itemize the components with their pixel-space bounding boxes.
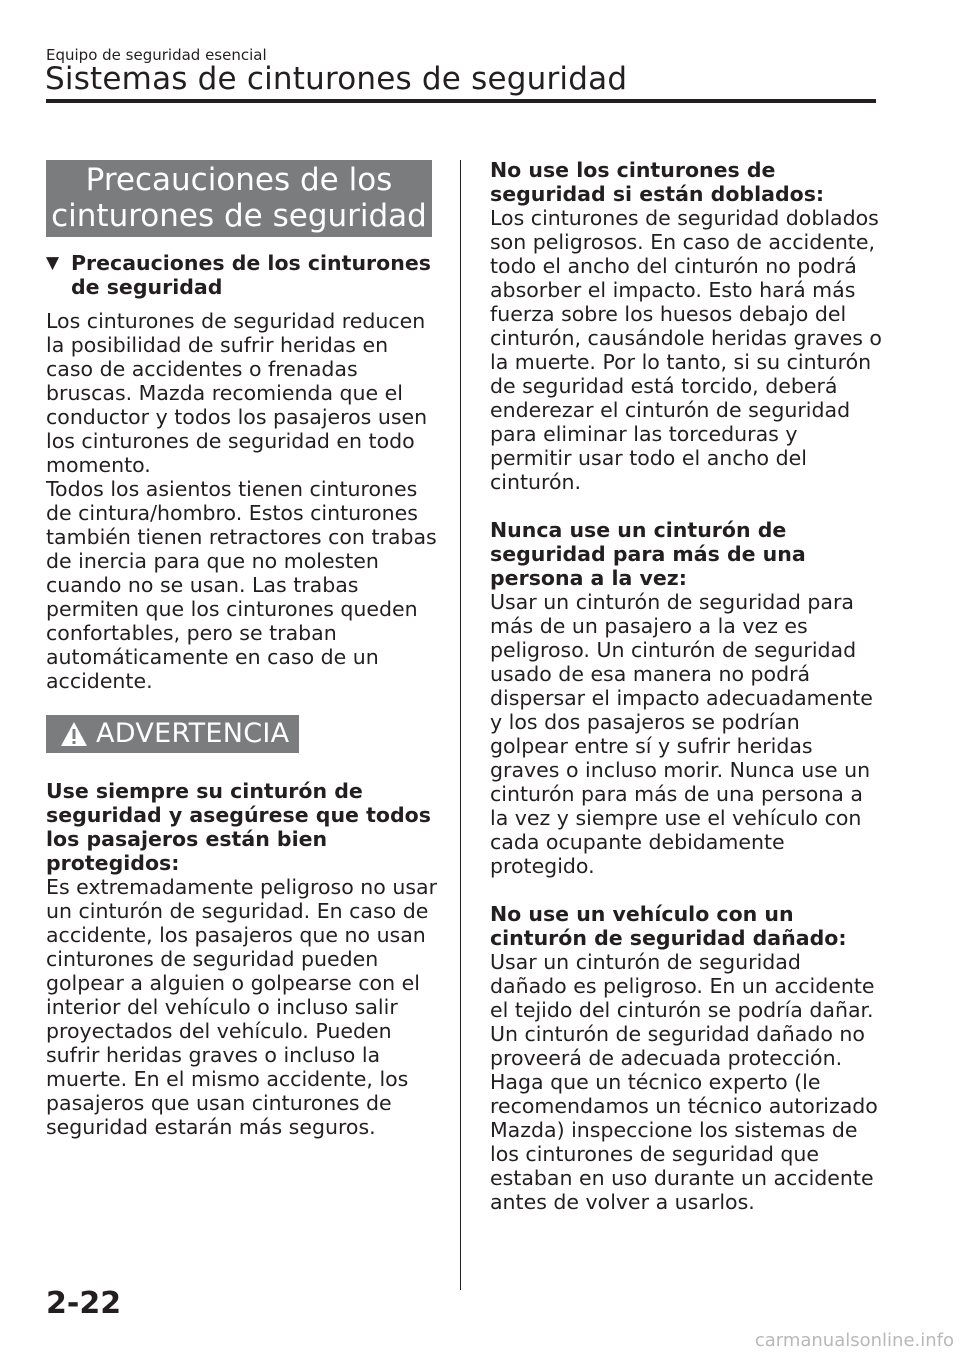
warning-2-body: Los cinturones de seguridad doblados son peligrosos. En caso de accidente, todo el ancho del cinturón no podrá absorber el impacto. Esto hará más fuerza sobre los huesos debajo del cinturón, causándole heridas graves o la muerte. Por lo tanto, si su cinturón de seguridad está torcido, deberá enderezar el cinturón de seguridad para eliminar las torceduras y permitir usar todo el ancho del cinturón.	[490, 206, 882, 494]
warning-badge	[46, 715, 299, 753]
page-title: Sistemas de cinturones de seguridad	[45, 61, 628, 97]
subheading	[46, 251, 438, 299]
warning-3-body: Usar un cinturón de seguridad para más de un pasajero a la vez es peligroso. Un cinturón de seguridad usado de esa manera no podrá dispersar el impacto adecuadamente y los dos pasajeros se podrían golpear entre sí y sufrir heridas graves o incluso morir. Nunca use un cinturón para más de una persona a la vez y siempre use el vehículo con cada ocupante debidamente protegido.	[490, 590, 873, 878]
warning-triangle-icon	[60, 721, 88, 747]
warning-4-body: Usar un cinturón de seguridad dañado es peligroso. En un accidente el tejido del cinturón se podría dañar. Un cinturón de seguridad dañado no proveerá de adecuada protección. Haga que un técnico experto (le recomendamos un técnico autorizado Mazda) inspeccione los sistemas de los cinturones de seguridad que estaban en uso durante un accidente antes de volver a usarlos.	[490, 950, 878, 1214]
intro-paragraph-1: Los cinturones de seguridad reducen la posibilidad de sufrir heridas en caso de accidentes o frenadas bruscas. Mazda recomienda que el conductor y todos los pasajeros usen los cinturones de seguridad en todo momento.	[46, 309, 428, 477]
warning-label: ADVERTENCIA	[96, 718, 290, 749]
subheading-text: Precauciones de los cinturones de seguridad	[71, 251, 431, 299]
header-section-label: Equipo de seguridad esencial	[46, 46, 267, 64]
header-rule	[46, 99, 876, 103]
column-divider	[460, 160, 461, 1290]
warning-1-body: Es extremadamente peligroso no usar un cinturón de seguridad. En caso de accidente, los pasajeros que no usan cinturones de seguridad pueden golpear a alguien o golpearse con el interior del vehículo o incluso salir proyectados del vehículo. Pueden sufrir heridas graves o incluso la muerte. En el mismo accidente, los pasajeros que usan cinturones de seguridad estarán más seguros.	[46, 875, 438, 1139]
page-number: 2-22	[46, 1286, 122, 1321]
warning-3-lead: Nunca use un cinturón de seguridad para más de una persona a la vez:	[490, 518, 806, 590]
warning-4-lead: No use un vehículo con un cinturón de seguridad dañado:	[490, 902, 847, 950]
section-title-line-1: Precauciones de los	[85, 162, 393, 198]
section-title-line-2: cinturones de seguridad	[51, 198, 427, 234]
watermark-text: carmanualsonline.info	[754, 1330, 954, 1351]
right-column	[490, 158, 882, 1214]
warning-2-lead: No use los cinturones de seguridad si están doblados:	[490, 158, 825, 206]
section-title-box	[46, 160, 432, 237]
intro-paragraph-2: Todos los asientos tienen cinturones de cintura/hombro. Estos cinturones también tienen retractores con trabas de inercia para que no molesten cuando no se usan. Las trabas permiten que los cinturones queden confortables, pero se traban automáticamente en caso de un accidente.	[46, 477, 437, 693]
warning-1-lead: Use siempre su cinturón de seguridad y asegúrese que todos los pasajeros están bien protegidos:	[46, 779, 431, 875]
triangle-down-icon: ▼	[46, 253, 60, 273]
left-column	[46, 160, 438, 1139]
